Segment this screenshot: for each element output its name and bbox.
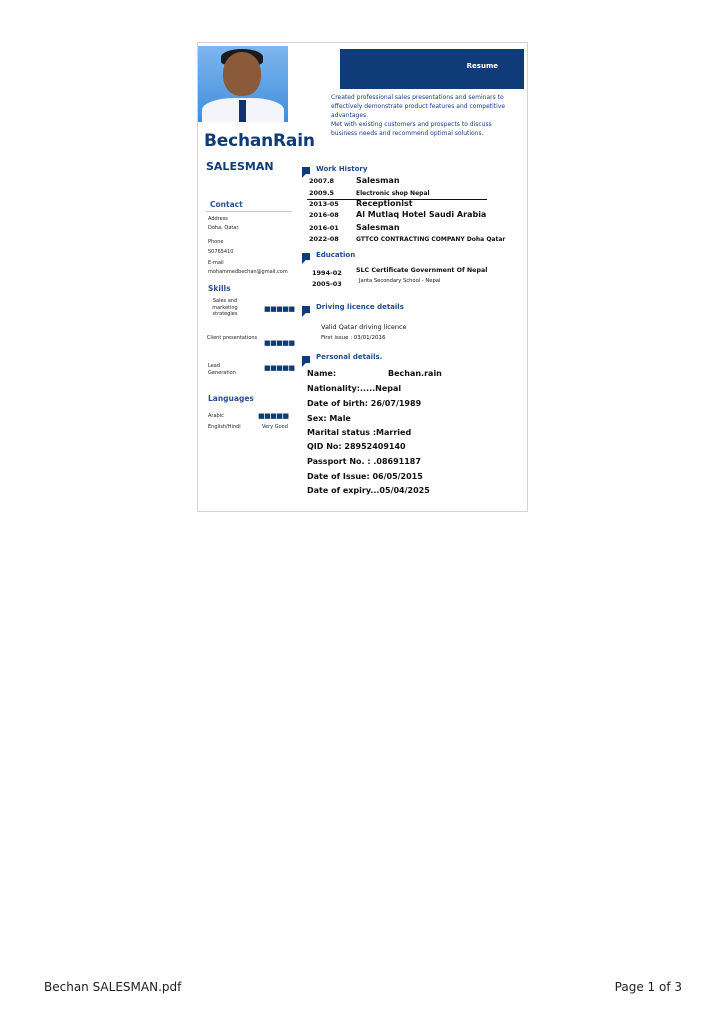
section-flag-icon	[302, 356, 310, 367]
resume-page	[197, 42, 528, 512]
skill-label: Sales and marketing strategies	[212, 298, 238, 317]
personal-line: Marital status :Married	[307, 428, 412, 437]
work-company: Electronic shop Nepal	[356, 190, 430, 197]
work-date: 2013-05	[309, 200, 339, 208]
education-date: 2005-03	[312, 280, 342, 288]
languages-heading: Languages	[208, 394, 254, 403]
contact-divider	[206, 211, 292, 212]
education-school: Janta Secondary School - Nepal	[359, 278, 441, 284]
skill-label: Client presentations	[206, 335, 258, 341]
personal-line: Nationality:.....Nepal	[307, 384, 402, 393]
section-flag-icon	[302, 306, 310, 317]
skill-rating: ■■■■■	[264, 364, 295, 372]
work-title: Salesman	[356, 223, 400, 232]
personal-line: Date of expiry...05/04/2025	[307, 486, 430, 495]
work-date: 2007.8	[309, 177, 335, 185]
personal-line: Passport No. : .08691187	[307, 457, 421, 466]
profile-photo	[198, 46, 288, 122]
work-company: GTTCO CONTRACTING COMPANY Doha Qatar	[356, 236, 506, 243]
personal-line: Date of birth: 26/07/1989	[307, 399, 422, 408]
address-value: Doha, Qatar.	[208, 225, 240, 231]
education-heading: Education	[316, 251, 356, 259]
banner-title: Resume	[466, 62, 498, 70]
language-name: English/Hindi	[208, 424, 241, 430]
personal-line: Sex: Male	[307, 414, 351, 423]
education-date: 1994-02	[312, 269, 342, 277]
personal-line: Date of Issue: 06/05/2015	[307, 472, 423, 481]
skills-heading: Skills	[208, 284, 231, 293]
email-value: mohammedbechan@gmail.com	[208, 269, 288, 275]
work-date: 2009.5	[309, 189, 335, 197]
personal-name-label: Name:	[307, 369, 337, 378]
work-date: 2022-08	[309, 235, 339, 243]
candidate-role: SALESMAN	[206, 160, 274, 173]
footer-page-number: Page 1 of 3	[614, 980, 682, 994]
skill-rating: ■■■■■	[264, 339, 295, 347]
driving-licence-text: Valid Qatar driving licence	[321, 323, 407, 331]
personal-name-value: Bechan.rain	[388, 369, 442, 378]
resume-banner	[340, 49, 524, 89]
work-title: Receptionist	[356, 199, 413, 208]
phone-value: 50765410	[208, 249, 234, 255]
language-name: Arabic	[208, 413, 224, 419]
work-history-heading: Work History	[316, 165, 368, 173]
footer-filename: Bechan SALESMAN.pdf	[44, 980, 182, 994]
skill-rating: ■■■■■	[264, 305, 295, 313]
work-title: Salesman	[356, 176, 400, 185]
work-date: 2016-08	[309, 211, 339, 219]
section-flag-icon	[302, 253, 310, 264]
summary: Created professional sales presentations and seminars to effectively demonstrate product features and competitive advantages. Met with existing customers and prospects to discuss business needs and recommend optimal solutions.	[331, 94, 506, 137]
driving-heading: Driving licence details	[316, 303, 404, 311]
work-company: Al Mutlaq Hotel Saudi Arabia	[356, 210, 487, 219]
work-date: 2016-01	[309, 224, 339, 232]
language-rating: ■■■■■	[258, 412, 289, 420]
phone-label: Phone	[208, 239, 224, 245]
education-certificate: SLC Certificate Government Of Nepal	[356, 267, 488, 274]
email-label: E-mail	[208, 260, 224, 266]
candidate-name: BechanRain	[204, 131, 315, 151]
language-level-text: Very Good	[262, 424, 288, 430]
skill-label: Lead Generation	[208, 363, 236, 376]
contact-heading: Contact	[210, 200, 243, 209]
driving-issue-date: First issue : 03/01/2016	[321, 335, 386, 341]
personal-heading: Personal details.	[316, 353, 383, 361]
address-label: Address	[208, 216, 228, 222]
personal-line: QID No: 28952409140	[307, 442, 406, 451]
